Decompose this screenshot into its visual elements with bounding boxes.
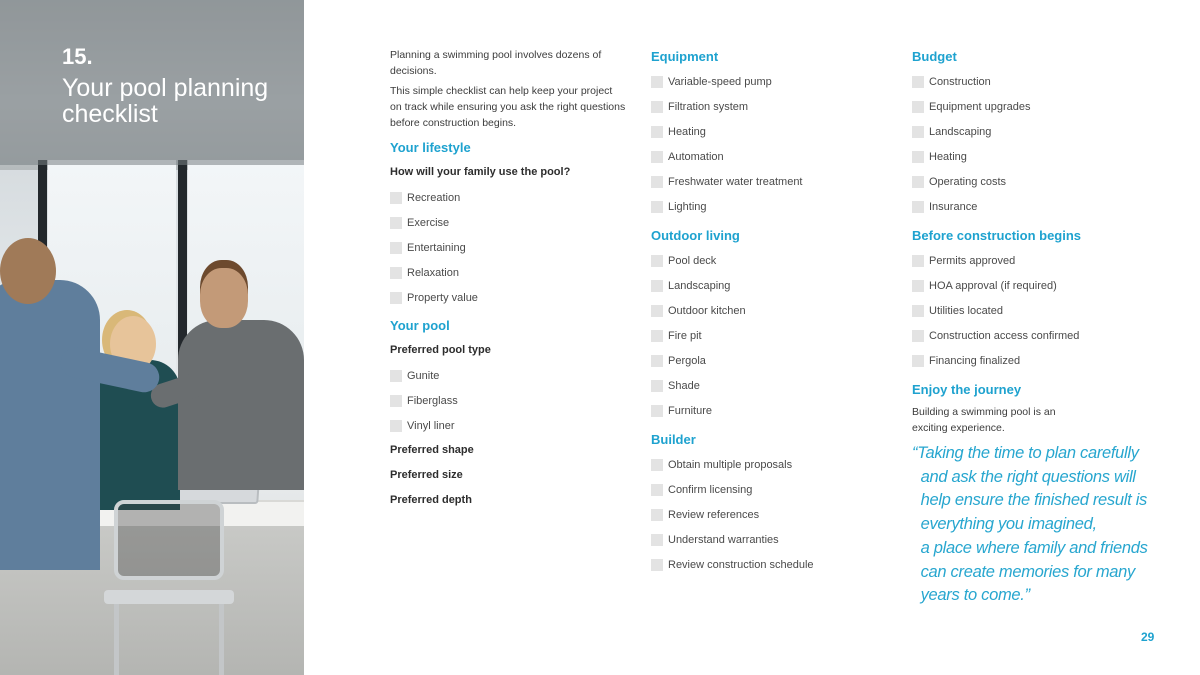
pool-depth-label: Preferred depth xyxy=(390,494,472,506)
checklist-item[interactable] xyxy=(390,210,626,235)
checklist-label: Review references xyxy=(668,508,760,521)
pool-heading: Your pool xyxy=(390,318,450,333)
checklist-item[interactable] xyxy=(390,388,626,413)
checklist-item[interactable] xyxy=(651,323,887,348)
page-title: Your pool planning checklist xyxy=(62,74,269,128)
checklist-item[interactable] xyxy=(912,144,1172,169)
checkbox[interactable] xyxy=(651,280,663,292)
checkbox[interactable] xyxy=(390,420,402,432)
checkbox[interactable] xyxy=(912,76,924,88)
journey-text: Building a swimming pool is an exciting experience. xyxy=(912,406,1056,434)
checklist-label: Fiberglass xyxy=(407,394,458,407)
photo-person-left-head xyxy=(0,238,56,304)
checkbox[interactable] xyxy=(651,305,663,317)
checklist-item[interactable] xyxy=(651,169,887,194)
checklist-label: Heating xyxy=(668,125,706,138)
equipment-heading: Equipment xyxy=(651,49,719,64)
checklist-item[interactable] xyxy=(912,169,1172,194)
checklist-item[interactable] xyxy=(651,527,887,552)
checklist-item[interactable] xyxy=(651,194,887,219)
checklist-item[interactable] xyxy=(912,194,1172,219)
checklist-label: Relaxation xyxy=(407,266,459,279)
checklist-label: Construction xyxy=(929,75,991,88)
checkbox[interactable] xyxy=(651,380,663,392)
hero-photo xyxy=(0,0,304,675)
intro-paragraph: Planning a swimming pool involves dozens of decisions. xyxy=(390,49,602,77)
checklist-label: Landscaping xyxy=(929,125,992,138)
checklist-item[interactable] xyxy=(912,348,1172,373)
checklist-item[interactable] xyxy=(390,363,626,388)
lifestyle-heading: Your lifestyle xyxy=(390,140,471,155)
checklist-label: Lighting xyxy=(668,200,707,213)
checklist-item[interactable] xyxy=(651,298,887,323)
checklist-label: Gunite xyxy=(407,369,440,382)
checkbox[interactable] xyxy=(651,559,663,571)
column-2 xyxy=(651,47,887,577)
checklist-item[interactable] xyxy=(651,373,887,398)
checklist-label: Variable-speed pump xyxy=(668,75,772,88)
checklist-label: Understand warranties xyxy=(668,533,779,546)
checkbox[interactable] xyxy=(651,126,663,138)
checklist-label: Recreation xyxy=(407,191,461,204)
checklist-label: Heating xyxy=(929,150,967,163)
checklist-label: Pergola xyxy=(668,354,706,367)
checkbox[interactable] xyxy=(390,370,402,382)
checklist-item[interactable] xyxy=(651,144,887,169)
checklist-label: Vinyl liner xyxy=(407,419,455,432)
checklist-item[interactable] xyxy=(651,502,887,527)
before-construction-heading: Before construction begins xyxy=(912,228,1082,243)
checkbox[interactable] xyxy=(912,101,924,113)
checklist-item[interactable] xyxy=(912,323,1172,348)
checklist-label: Pool deck xyxy=(668,254,717,267)
checkbox[interactable] xyxy=(651,355,663,367)
checklist-item[interactable] xyxy=(651,248,887,273)
checklist-label: Filtration system xyxy=(668,100,749,113)
checklist-label: Outdoor kitchen xyxy=(668,304,746,317)
checkbox[interactable] xyxy=(390,242,402,254)
pool-type-label: Preferred pool type xyxy=(390,344,491,356)
checkbox[interactable] xyxy=(912,305,924,317)
checkbox[interactable] xyxy=(651,509,663,521)
checklist-item[interactable] xyxy=(651,477,887,502)
checklist-label: Review construction schedule xyxy=(668,558,814,571)
checklist-label: Landscaping xyxy=(668,279,731,292)
checklist-item[interactable] xyxy=(912,119,1172,144)
checkbox[interactable] xyxy=(651,201,663,213)
checkbox[interactable] xyxy=(912,151,924,163)
checklist-label: Freshwater water treatment xyxy=(668,175,803,188)
checklist-label: Insurance xyxy=(929,200,978,213)
checkbox[interactable] xyxy=(390,217,402,229)
checklist-label: Construction access confirmed xyxy=(929,329,1080,342)
checkbox[interactable] xyxy=(651,330,663,342)
checklist-label: Entertaining xyxy=(407,241,466,254)
checklist-label: Property value xyxy=(407,291,478,304)
checklist-label: Utilities located xyxy=(929,304,1003,317)
checkbox[interactable] xyxy=(912,126,924,138)
checklist-item[interactable] xyxy=(912,94,1172,119)
checklist-item[interactable] xyxy=(912,248,1172,273)
checklist-item[interactable] xyxy=(651,94,887,119)
pool-size-label: Preferred size xyxy=(390,469,463,481)
checklist-label: Permits approved xyxy=(929,254,1016,267)
photo-person-left xyxy=(0,280,100,570)
checkbox[interactable] xyxy=(651,151,663,163)
photo-chair-back xyxy=(114,500,224,580)
checklist-item[interactable] xyxy=(390,413,626,438)
checklist-label: Exercise xyxy=(407,216,450,229)
checkbox[interactable] xyxy=(390,267,402,279)
column-1 xyxy=(390,47,626,513)
photo-chair xyxy=(104,500,234,675)
checklist-item[interactable] xyxy=(390,185,626,210)
checkbox[interactable] xyxy=(390,292,402,304)
checklist-item[interactable] xyxy=(651,452,887,477)
checklist-item[interactable] xyxy=(651,69,887,94)
checklist-item[interactable] xyxy=(912,273,1172,298)
checkbox[interactable] xyxy=(651,76,663,88)
outdoor-heading: Outdoor living xyxy=(651,228,740,243)
journey-heading: Enjoy the journey xyxy=(912,382,1022,397)
checkbox[interactable] xyxy=(912,330,924,342)
checkbox[interactable] xyxy=(390,192,402,204)
checklist-item[interactable] xyxy=(912,298,1172,323)
checklist-item[interactable] xyxy=(912,69,1172,94)
checkbox[interactable] xyxy=(912,176,924,188)
checkbox[interactable] xyxy=(912,355,924,367)
pool-shape-label: Preferred shape xyxy=(390,444,474,456)
checklist-label: Operating costs xyxy=(929,175,1007,188)
checkbox[interactable] xyxy=(912,280,924,292)
checkbox[interactable] xyxy=(651,484,663,496)
checklist-label: Shade xyxy=(668,379,700,392)
section-number: 15. xyxy=(62,44,93,69)
photo-person-right xyxy=(178,320,304,490)
photo-person-right-head xyxy=(200,268,248,328)
checklist-label: Financing finalized xyxy=(929,354,1021,367)
checklist-label: Confirm licensing xyxy=(668,483,753,496)
checklist-item[interactable] xyxy=(651,398,887,423)
checkbox[interactable] xyxy=(651,101,663,113)
checklist-item[interactable] xyxy=(651,552,887,577)
checklist-item[interactable] xyxy=(651,273,887,298)
checklist-label: Obtain multiple proposals xyxy=(668,458,793,471)
checkbox[interactable] xyxy=(912,255,924,267)
photo-chair-leg xyxy=(114,604,119,675)
checklist-item[interactable] xyxy=(390,235,626,260)
column-3 xyxy=(912,47,1172,608)
checklist-label: Automation xyxy=(668,150,724,163)
checklist-item[interactable] xyxy=(390,260,626,285)
checkbox[interactable] xyxy=(651,405,663,417)
checklist-label: Furniture xyxy=(668,404,713,417)
photo-chair-seat xyxy=(104,590,234,604)
pull-quote: “Taking the time to plan carefully and ask the right questions will help ensure the finished result is everything you imagined, a place where family and friends can create memories for many years to come.” xyxy=(912,444,1148,605)
checkbox[interactable] xyxy=(390,395,402,407)
checklist-item[interactable] xyxy=(390,285,626,310)
checklist-label: Equipment upgrades xyxy=(929,100,1031,113)
page-number: 29 xyxy=(1141,630,1155,644)
checkbox[interactable] xyxy=(651,255,663,267)
photo-chair-leg xyxy=(219,604,224,675)
checkbox[interactable] xyxy=(651,459,663,471)
checkbox[interactable] xyxy=(912,201,924,213)
checklist-item[interactable] xyxy=(651,348,887,373)
builder-heading: Builder xyxy=(651,432,696,447)
lifestyle-question: How will your family use the pool? xyxy=(390,166,571,178)
intro-paragraph: This simple checklist can help keep your project on track while ensuring you ask the right questions before construction begins. xyxy=(390,85,626,129)
checklist-label: Fire pit xyxy=(668,329,702,342)
budget-heading: Budget xyxy=(912,49,957,64)
checkbox[interactable] xyxy=(651,176,663,188)
checklist-label: HOA approval (if required) xyxy=(929,279,1057,292)
checkbox[interactable] xyxy=(651,534,663,546)
checklist-item[interactable] xyxy=(651,119,887,144)
